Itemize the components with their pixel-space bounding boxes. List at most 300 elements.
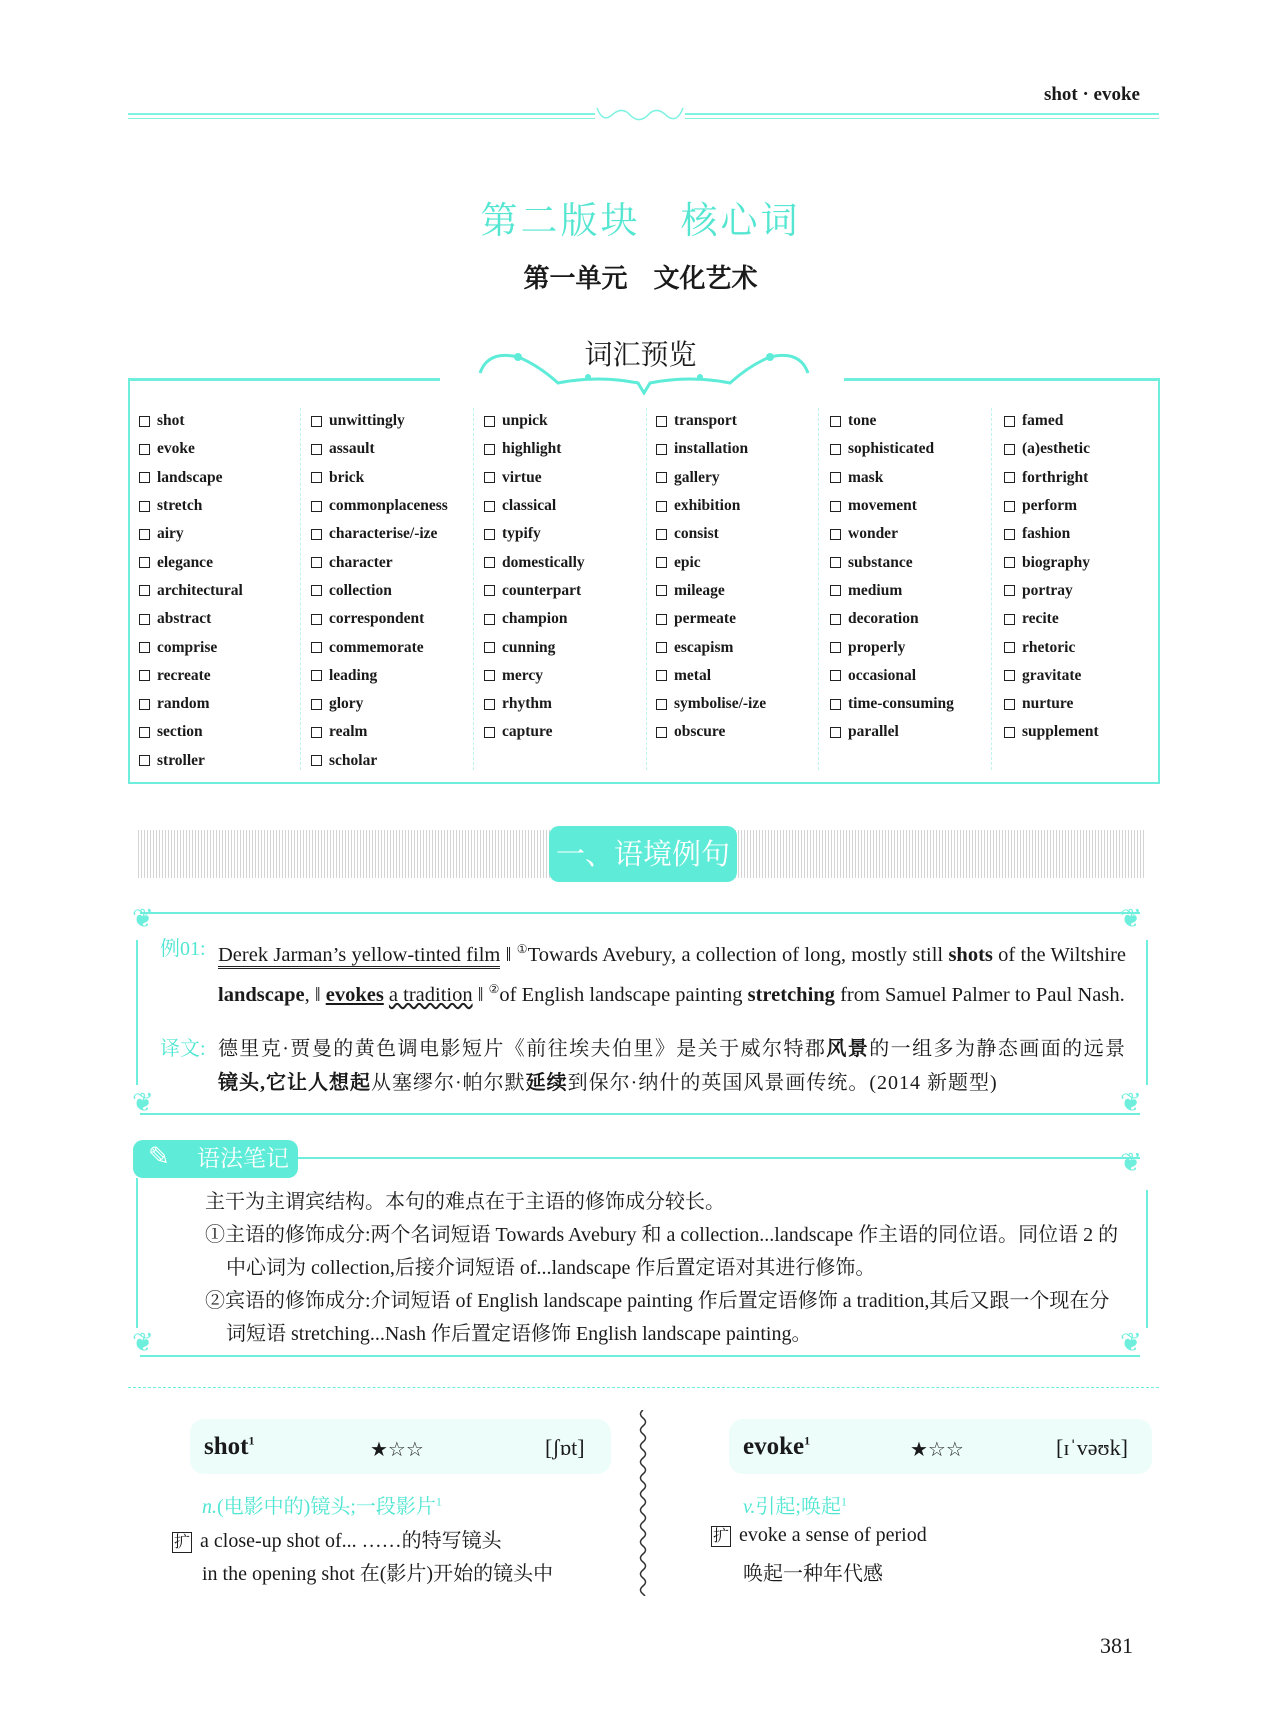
grammar-tag: 语法笔记 [133, 1140, 298, 1178]
headword-text: evoke [743, 1433, 805, 1460]
headword-sup: 1 [248, 1433, 255, 1448]
vocab-word: landscape [157, 468, 223, 486]
checkbox-icon[interactable] [830, 557, 841, 568]
predicate-keyword: evokes [325, 983, 384, 1006]
checkbox-icon[interactable] [1004, 416, 1015, 427]
vocab-word: commonplaceness [329, 497, 448, 515]
checkbox-icon[interactable] [484, 444, 495, 455]
vocab-item[interactable] [484, 464, 585, 492]
headword-text: shot [204, 1433, 249, 1460]
vocab-item[interactable] [656, 577, 766, 605]
corner-ornament-icon: ❦ [132, 904, 154, 933]
meaning-text: 引起;唤起 [755, 1496, 841, 1518]
checkbox-icon[interactable] [139, 727, 150, 738]
checkbox-icon[interactable] [830, 444, 841, 455]
vocab-word: time-consuming [848, 695, 954, 713]
vocab-word: character [329, 553, 393, 571]
checkbox-icon[interactable] [830, 614, 841, 625]
checkbox-icon[interactable] [656, 699, 667, 710]
vocab-item[interactable] [1004, 492, 1099, 520]
vocab-box-top-left [128, 378, 440, 381]
wavy-divider-icon [636, 1410, 650, 1596]
text: 从塞缪尔·帕尔默 [371, 1072, 526, 1094]
vocab-word: abstract [157, 610, 212, 628]
vocab-item[interactable] [830, 718, 954, 746]
example-sentence [218, 932, 1126, 1012]
vocab-item[interactable] [311, 520, 448, 548]
vocab-item[interactable] [830, 520, 954, 548]
vocab-item[interactable] [311, 435, 448, 463]
vocab-word: parallel [848, 723, 899, 741]
vocab-word: assault [329, 440, 375, 458]
header-rule-left [128, 113, 595, 115]
vocab-word: unpick [502, 412, 548, 430]
separator: ‖ [472, 983, 489, 1006]
vocab-item[interactable] [656, 605, 766, 633]
vocab-item[interactable] [830, 464, 954, 492]
vocab-item[interactable] [830, 605, 954, 633]
vocab-word: domestically [502, 553, 585, 571]
vocab-heading: 词汇预览 [584, 338, 697, 371]
vocab-word: scholar [329, 751, 378, 769]
vocab-word: wonder [848, 525, 898, 543]
checkbox-icon[interactable] [656, 642, 667, 653]
vocab-item[interactable] [311, 492, 448, 520]
extension-text: evoke a sense of period [739, 1524, 927, 1546]
vocab-item[interactable] [830, 548, 954, 576]
extension-text: a close-up shot of... ……的特写镜头 [200, 1530, 502, 1552]
vocab-word: permeate [674, 610, 736, 628]
vocab-item[interactable] [656, 690, 766, 718]
vocab-word: counterpart [502, 581, 582, 599]
text: from Samuel Palmer to Paul Nash. [834, 983, 1125, 1006]
checkbox-icon[interactable] [311, 416, 322, 427]
checkbox-icon[interactable] [656, 472, 667, 483]
vocab-item[interactable] [1004, 718, 1099, 746]
meaning-sup: 1 [435, 1494, 442, 1509]
checkbox-icon[interactable] [311, 444, 322, 455]
vocab-item[interactable] [484, 577, 585, 605]
vocab-item[interactable] [311, 548, 448, 576]
vocab-item[interactable] [1004, 662, 1099, 690]
part-of-speech: v. [743, 1496, 756, 1518]
grammar-frame-bottom [140, 1355, 1140, 1357]
vocab-item[interactable] [830, 435, 954, 463]
vocab-item[interactable] [1004, 407, 1099, 435]
checkbox-icon[interactable] [656, 529, 667, 540]
star-rating: ★☆☆ [370, 1439, 424, 1461]
column-divider [473, 408, 474, 770]
vocab-item[interactable] [139, 435, 243, 463]
vocab-item[interactable] [484, 690, 585, 718]
checkbox-icon[interactable] [484, 585, 495, 596]
checkbox-icon[interactable] [1004, 472, 1015, 483]
vocab-item[interactable] [311, 407, 448, 435]
vocab-word: nurture [1022, 695, 1074, 713]
vocab-word: brick [329, 468, 365, 486]
column-divider [818, 408, 819, 770]
header-ornament-icon [595, 106, 685, 124]
pen-icon: ✎ [148, 1142, 170, 1171]
extension-icon: 扩 [713, 1528, 730, 1545]
text: , ‖ [304, 983, 326, 1006]
vocab-word: substance [848, 553, 913, 571]
column-divider [646, 408, 647, 770]
vocab-item[interactable] [484, 548, 585, 576]
vocab-word: portray [1022, 581, 1073, 599]
text: Towards Avebury, a collection of long, mostly still [527, 943, 949, 966]
vocab-item[interactable] [311, 577, 448, 605]
grammar-frame-left [136, 1178, 138, 1328]
extension-line: 唤起一种年代感 [743, 1563, 883, 1585]
vocab-word: capture [502, 723, 553, 741]
extension-icon: 扩 [174, 1534, 191, 1551]
vocab-word: movement [848, 497, 917, 515]
vocab-item[interactable] [139, 662, 243, 690]
meaning-sup: 1 [840, 1494, 847, 1509]
checkbox-icon[interactable] [1004, 585, 1015, 596]
vocab-item[interactable] [1004, 435, 1099, 463]
vocab-item[interactable] [139, 633, 243, 661]
checkbox-icon[interactable] [139, 529, 150, 540]
vocab-column [484, 407, 585, 747]
vocab-item[interactable] [1004, 605, 1099, 633]
extension-line: in the opening shot 在(影片)开始的镜头中 [202, 1563, 554, 1585]
vocab-item[interactable] [1004, 577, 1099, 605]
vocab-word: stroller [157, 751, 205, 769]
column-divider [991, 408, 992, 770]
vocab-word: glory [329, 695, 364, 713]
vocab-item[interactable] [656, 548, 766, 576]
checkbox-icon[interactable] [656, 670, 667, 681]
checkbox-icon[interactable] [311, 670, 322, 681]
vocab-item[interactable] [656, 464, 766, 492]
header-rule-right [685, 113, 1159, 115]
vocab-item[interactable] [311, 605, 448, 633]
vocab-word: classical [502, 497, 557, 515]
vocab-item[interactable] [311, 662, 448, 690]
checkbox-icon[interactable] [311, 614, 322, 625]
corner-ornament-icon: ❦ [1120, 1148, 1142, 1177]
vocab-word: typify [502, 525, 541, 543]
vocab-word: exhibition [674, 497, 741, 515]
vocab-item[interactable] [139, 548, 243, 576]
checkbox-icon[interactable] [830, 585, 841, 596]
star-rating: ★☆☆ [910, 1439, 964, 1461]
vocab-word: virtue [502, 468, 542, 486]
checkbox-icon[interactable] [830, 501, 841, 512]
part-of-speech: n. [202, 1496, 217, 1518]
vocab-box-top-right [844, 378, 1160, 381]
vocab-item[interactable] [139, 492, 243, 520]
vocab-item[interactable] [484, 605, 585, 633]
vocab-word: random [157, 695, 210, 713]
meaning [743, 1490, 847, 1519]
vocab-word: metal [674, 666, 712, 684]
checkbox-icon[interactable] [311, 472, 322, 483]
keyword: 镜头,它让人想起 [218, 1072, 371, 1094]
vocab-word: transport [674, 412, 737, 430]
subject-phrase: Derek Jarman’s yellow-tinted film [218, 944, 500, 969]
vocab-word: famed [1022, 412, 1064, 430]
grammar-frame-right [1146, 1190, 1148, 1328]
vocab-item[interactable] [311, 464, 448, 492]
vocab-item[interactable] [139, 577, 243, 605]
keyword: 风景 [826, 1038, 870, 1060]
checkbox-icon[interactable] [484, 557, 495, 568]
vocab-word: rhetoric [1022, 638, 1076, 656]
phonetic: [ʃɒt] [545, 1435, 585, 1460]
vocab-word: sophisticated [848, 440, 935, 458]
checkbox-icon[interactable] [311, 585, 322, 596]
checkbox-icon[interactable] [311, 642, 322, 653]
vocab-word: champion [502, 610, 568, 628]
vocab-item[interactable] [830, 690, 954, 718]
phonetic: [ɪˈvəʊk] [1056, 1435, 1128, 1460]
vocab-item[interactable] [484, 662, 585, 690]
checkbox-icon[interactable] [311, 755, 322, 766]
checkbox-icon[interactable] [311, 501, 322, 512]
vocab-item[interactable] [311, 747, 448, 775]
vocab-word: comprise [157, 638, 218, 656]
vocab-item[interactable] [1004, 633, 1099, 661]
vocab-word: gallery [674, 468, 720, 486]
vocab-word: mileage [674, 581, 725, 599]
vocab-word: elegance [157, 553, 213, 571]
unit-title: 第一单元 文化艺术 [523, 264, 758, 294]
keyword: stretching [747, 983, 835, 1006]
text: of the Wiltshire [992, 943, 1127, 966]
vocab-item[interactable] [139, 464, 243, 492]
vocab-word: highlight [502, 440, 562, 458]
checkbox-icon[interactable] [484, 501, 495, 512]
banner-label: 一、语境例句 [549, 826, 737, 882]
vocab-item[interactable] [139, 747, 243, 775]
vocab-word: perform [1022, 497, 1078, 515]
column-divider [300, 408, 301, 770]
vocab-word: tone [848, 412, 877, 430]
checkbox-icon[interactable] [484, 727, 495, 738]
vocab-item[interactable] [484, 718, 585, 746]
vocab-item[interactable] [484, 492, 585, 520]
headword [204, 1433, 254, 1461]
checkbox-icon[interactable] [656, 614, 667, 625]
vocab-item[interactable] [484, 435, 585, 463]
checkbox-icon[interactable] [830, 529, 841, 540]
vocab-word: properly [848, 638, 906, 656]
vocab-word: recreate [157, 666, 211, 684]
meaning-text: (电影中的)镜头;一段影片 [217, 1496, 436, 1518]
vocab-word: decoration [848, 610, 919, 628]
checkbox-icon[interactable] [656, 585, 667, 596]
vocab-item[interactable] [656, 633, 766, 661]
vocab-item[interactable] [656, 492, 766, 520]
vocab-item[interactable] [484, 407, 585, 435]
checkbox-icon[interactable] [311, 557, 322, 568]
vocab-item[interactable] [830, 492, 954, 520]
text: 德里克·贾曼的黄色调电影短片《前往埃夫伯里》是关于威尔特郡 [218, 1038, 827, 1060]
vocab-word: mask [848, 468, 884, 486]
checkbox-icon[interactable] [1004, 529, 1015, 540]
vocab-item[interactable] [139, 718, 243, 746]
vocab-word: medium [848, 581, 903, 599]
checkbox-icon[interactable] [311, 699, 322, 710]
keyword: landscape [218, 983, 305, 1006]
vocab-item[interactable] [656, 435, 766, 463]
vocab-column [139, 407, 243, 775]
vocab-item[interactable] [484, 520, 585, 548]
example-frame-left [136, 940, 138, 1085]
checkbox-icon[interactable] [139, 670, 150, 681]
vocab-item[interactable] [656, 718, 766, 746]
vocab-word: symbolise/-ize [674, 695, 767, 713]
vocab-item[interactable] [656, 520, 766, 548]
checkbox-icon[interactable] [830, 472, 841, 483]
checkbox-icon[interactable] [830, 416, 841, 427]
vocab-word: realm [329, 723, 368, 741]
vocab-word: obscure [674, 723, 726, 741]
page-number: 381 [1100, 1633, 1133, 1658]
vocab-word: installation [674, 440, 749, 458]
checkbox-icon[interactable] [1004, 642, 1015, 653]
vocab-word: correspondent [329, 610, 425, 628]
checkbox-icon[interactable] [139, 585, 150, 596]
vocab-item[interactable] [830, 633, 954, 661]
vocab-word: occasional [848, 666, 917, 684]
vocab-item[interactable] [139, 605, 243, 633]
checkbox-icon[interactable] [139, 501, 150, 512]
keyword: 延续 [525, 1072, 568, 1094]
corner-ornament-icon: ❦ [1120, 1328, 1142, 1357]
vocab-word: recite [1022, 610, 1059, 628]
checkbox-icon[interactable] [311, 529, 322, 540]
vocab-column [311, 407, 448, 775]
keyword: shots [948, 943, 993, 966]
meaning [202, 1490, 442, 1519]
checkbox-icon[interactable] [484, 670, 495, 681]
checkbox-icon[interactable] [484, 642, 495, 653]
extension-line [711, 1524, 927, 1547]
header-rule-right-thin [685, 118, 1159, 119]
checkbox-icon[interactable] [484, 699, 495, 710]
running-head: shot · evoke [1043, 84, 1140, 105]
checkbox-icon[interactable] [1004, 557, 1015, 568]
vocab-word: architectural [157, 581, 243, 599]
vocab-column [656, 407, 766, 747]
text: 的一组多为静态画面的远景 [869, 1038, 1127, 1060]
checkbox-icon[interactable] [1004, 727, 1015, 738]
checkbox-icon[interactable] [1004, 444, 1015, 455]
vocab-word: airy [157, 525, 184, 543]
checkbox-icon[interactable] [1004, 501, 1015, 512]
vocab-item[interactable] [311, 633, 448, 661]
grammar-notes [205, 1186, 1125, 1351]
checkbox-icon[interactable] [139, 642, 150, 653]
checkbox-icon[interactable] [656, 557, 667, 568]
separator: ‖ [500, 943, 517, 966]
vocab-item[interactable] [1004, 520, 1099, 548]
header-rule-left-thin [128, 118, 595, 119]
example-frame-top [140, 912, 1140, 914]
checkbox-icon[interactable] [484, 416, 495, 427]
corner-ornament-icon: ❦ [132, 1328, 154, 1357]
checkbox-icon[interactable] [484, 529, 495, 540]
vocab-word: rhythm [502, 695, 552, 713]
corner-ornament-icon: ❦ [1120, 1088, 1142, 1117]
vocab-item[interactable] [1004, 548, 1099, 576]
checkbox-icon[interactable] [830, 727, 841, 738]
vocab-item[interactable] [139, 407, 243, 435]
vocab-item[interactable] [484, 633, 585, 661]
vocab-word: epic [674, 553, 701, 571]
example-label: 例01: [160, 938, 206, 960]
checkbox-icon[interactable] [656, 501, 667, 512]
checkbox-icon[interactable] [311, 727, 322, 738]
vocab-item[interactable] [830, 662, 954, 690]
corner-ornament-icon: ❦ [132, 1088, 154, 1117]
translation [218, 1032, 1126, 1100]
vocab-word: gravitate [1022, 666, 1082, 684]
grammar-line: ①主语的修饰成分:两个名词短语 Towards Avebury 和 a collection...landscape 作主语的同位语。同位语 2 的中心词为 collection,后接介词短语 of...landscape 作后置定语对其进行修饰。 [205, 1224, 1119, 1279]
vocab-word: leading [329, 666, 378, 684]
vocab-item[interactable] [139, 520, 243, 548]
checkbox-icon[interactable] [139, 444, 150, 455]
checkbox-icon[interactable] [656, 416, 667, 427]
checkbox-icon[interactable] [139, 699, 150, 710]
vocab-item[interactable] [1004, 690, 1099, 718]
vocab-column [1004, 407, 1099, 747]
headword-sup: 1 [804, 1433, 811, 1448]
vocab-word: biography [1022, 553, 1091, 571]
checkbox-icon[interactable] [139, 755, 150, 766]
vocab-item[interactable] [1004, 464, 1099, 492]
checkbox-icon[interactable] [830, 699, 841, 710]
example-frame-right [1146, 940, 1148, 1085]
checkbox-icon[interactable] [1004, 699, 1015, 710]
vocab-item[interactable] [311, 718, 448, 746]
vocab-word: supplement [1022, 723, 1099, 741]
vocab-word: forthright [1022, 468, 1089, 486]
text: of English landscape painting [499, 983, 748, 1006]
vocab-word: escapism [674, 638, 734, 656]
vocab-word: shot [157, 412, 185, 430]
vocab-item[interactable] [139, 690, 243, 718]
vocab-item[interactable] [311, 690, 448, 718]
vocab-item[interactable] [830, 407, 954, 435]
checkbox-icon[interactable] [484, 472, 495, 483]
checkbox-icon[interactable] [139, 557, 150, 568]
checkbox-icon[interactable] [830, 670, 841, 681]
vocab-word: mercy [502, 666, 544, 684]
checkbox-icon[interactable] [484, 614, 495, 625]
checkbox-icon[interactable] [139, 472, 150, 483]
vocab-item[interactable] [830, 577, 954, 605]
section-title: 第二版块 核心词 [480, 199, 801, 242]
example-frame-bottom [140, 1113, 1140, 1115]
vocab-item[interactable] [656, 407, 766, 435]
checkbox-icon[interactable] [830, 642, 841, 653]
extension-line [172, 1524, 502, 1553]
vocab-word: cunning [502, 638, 556, 656]
checkbox-icon[interactable] [139, 416, 150, 427]
checkbox-icon[interactable] [1004, 670, 1015, 681]
checkbox-icon[interactable] [1004, 614, 1015, 625]
checkbox-icon[interactable] [139, 614, 150, 625]
vocab-word: characterise/-ize [329, 525, 438, 543]
vocab-item[interactable] [656, 662, 766, 690]
checkbox-icon[interactable] [656, 444, 667, 455]
checkbox-icon[interactable] [656, 727, 667, 738]
